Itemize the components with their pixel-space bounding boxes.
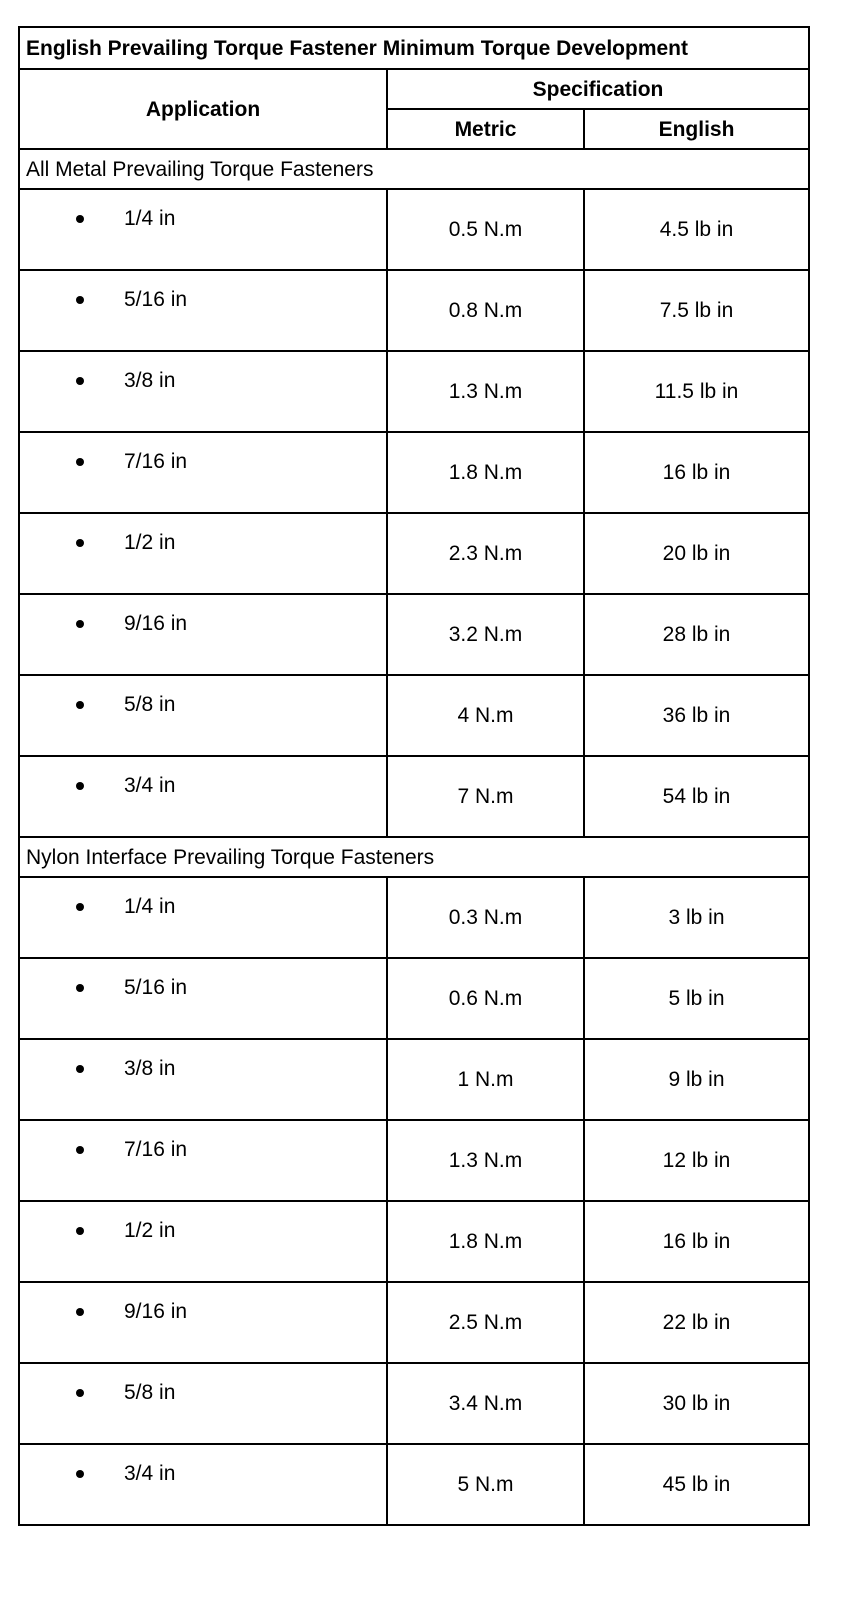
- english-value: 30 lb in: [584, 1363, 809, 1444]
- fastener-size: 5/8 in: [124, 693, 176, 716]
- table-row: [19, 1444, 809, 1525]
- fastener-size: 5/16 in: [124, 288, 188, 311]
- application-cell: [19, 432, 387, 513]
- table-row: [19, 1039, 809, 1120]
- table-body: [19, 149, 809, 1525]
- english-value: 36 lb in: [584, 675, 809, 756]
- header-metric: Metric: [387, 109, 584, 149]
- english-value: 3 lb in: [584, 877, 809, 958]
- bullet-icon: [76, 782, 84, 790]
- application-cell: [19, 1282, 387, 1363]
- section-row: [19, 149, 809, 189]
- application-cell: [19, 1444, 387, 1525]
- application-cell: [19, 189, 387, 270]
- bullet-icon: [76, 903, 84, 911]
- metric-value: 2.3 N.m: [387, 513, 584, 594]
- application-cell: [19, 1039, 387, 1120]
- application-cell: [19, 270, 387, 351]
- english-value: 16 lb in: [584, 432, 809, 513]
- metric-value: 1.8 N.m: [387, 432, 584, 513]
- bullet-icon: [76, 984, 84, 992]
- application-cell: [19, 877, 387, 958]
- table-row: [19, 1120, 809, 1201]
- metric-value: 7 N.m: [387, 756, 584, 837]
- fastener-size: 7/16 in: [124, 1138, 188, 1161]
- bullet-icon: [76, 458, 84, 466]
- metric-value: 3.2 N.m: [387, 594, 584, 675]
- english-value: 5 lb in: [584, 958, 809, 1039]
- english-value: 54 lb in: [584, 756, 809, 837]
- fastener-size: 7/16 in: [124, 450, 188, 473]
- metric-value: 0.5 N.m: [387, 189, 584, 270]
- table-row: [19, 1363, 809, 1444]
- english-value: 9 lb in: [584, 1039, 809, 1120]
- english-value: 45 lb in: [584, 1444, 809, 1525]
- table-row: [19, 675, 809, 756]
- application-cell: [19, 1201, 387, 1282]
- metric-value: 0.8 N.m: [387, 270, 584, 351]
- bullet-icon: [76, 1065, 84, 1073]
- fastener-size: 1/4 in: [124, 895, 176, 918]
- metric-value: 1.8 N.m: [387, 1201, 584, 1282]
- bullet-icon: [76, 1389, 84, 1397]
- english-value: 20 lb in: [584, 513, 809, 594]
- application-cell: [19, 1120, 387, 1201]
- table-row: [19, 756, 809, 837]
- application-cell: [19, 756, 387, 837]
- section-title: All Metal Prevailing Torque Fasteners: [19, 149, 809, 189]
- fastener-size: 1/4 in: [124, 207, 176, 230]
- header-english: English: [584, 109, 809, 149]
- english-value: 11.5 lb in: [584, 351, 809, 432]
- metric-value: 4 N.m: [387, 675, 584, 756]
- fastener-size: 1/2 in: [124, 1219, 176, 1242]
- bullet-icon: [76, 296, 84, 304]
- fastener-size: 9/16 in: [124, 1300, 188, 1323]
- fastener-size: 9/16 in: [124, 612, 188, 635]
- bullet-icon: [76, 1146, 84, 1154]
- english-value: 22 lb in: [584, 1282, 809, 1363]
- bullet-icon: [76, 377, 84, 385]
- fastener-size: 3/8 in: [124, 369, 176, 392]
- bullet-icon: [76, 701, 84, 709]
- english-value: 12 lb in: [584, 1120, 809, 1201]
- table-row: [19, 513, 809, 594]
- table-row: [19, 1201, 809, 1282]
- table-title: English Prevailing Torque Fastener Minimum Torque Development: [19, 27, 809, 69]
- table-row: [19, 1282, 809, 1363]
- fastener-size: 1/2 in: [124, 531, 176, 554]
- metric-value: 2.5 N.m: [387, 1282, 584, 1363]
- torque-spec-table: [18, 26, 810, 1526]
- application-cell: [19, 351, 387, 432]
- bullet-icon: [76, 1308, 84, 1316]
- bullet-icon: [76, 1227, 84, 1235]
- english-value: 28 lb in: [584, 594, 809, 675]
- table-row: [19, 877, 809, 958]
- english-value: 4.5 lb in: [584, 189, 809, 270]
- fastener-size: 3/4 in: [124, 1462, 176, 1485]
- application-cell: [19, 675, 387, 756]
- header-specification: Specification: [387, 69, 809, 109]
- application-cell: [19, 594, 387, 675]
- fastener-size: 5/16 in: [124, 976, 188, 999]
- bullet-icon: [76, 539, 84, 547]
- table-row: [19, 270, 809, 351]
- fastener-size: 3/8 in: [124, 1057, 176, 1080]
- fastener-size: 3/4 in: [124, 774, 176, 797]
- metric-value: 5 N.m: [387, 1444, 584, 1525]
- table-row: [19, 351, 809, 432]
- table-row: [19, 189, 809, 270]
- metric-value: 1.3 N.m: [387, 351, 584, 432]
- application-cell: [19, 958, 387, 1039]
- section-row: [19, 837, 809, 877]
- english-value: 7.5 lb in: [584, 270, 809, 351]
- application-cell: [19, 513, 387, 594]
- metric-value: 0.6 N.m: [387, 958, 584, 1039]
- english-value: 16 lb in: [584, 1201, 809, 1282]
- application-cell: [19, 1363, 387, 1444]
- table-row: [19, 958, 809, 1039]
- metric-value: 3.4 N.m: [387, 1363, 584, 1444]
- bullet-icon: [76, 1470, 84, 1478]
- table-row: [19, 594, 809, 675]
- fastener-size: 5/8 in: [124, 1381, 176, 1404]
- table-row: [19, 432, 809, 513]
- metric-value: 0.3 N.m: [387, 877, 584, 958]
- bullet-icon: [76, 620, 84, 628]
- header-application: Application: [19, 69, 387, 149]
- section-title: Nylon Interface Prevailing Torque Fasteners: [19, 837, 809, 877]
- metric-value: 1 N.m: [387, 1039, 584, 1120]
- metric-value: 1.3 N.m: [387, 1120, 584, 1201]
- bullet-icon: [76, 215, 84, 223]
